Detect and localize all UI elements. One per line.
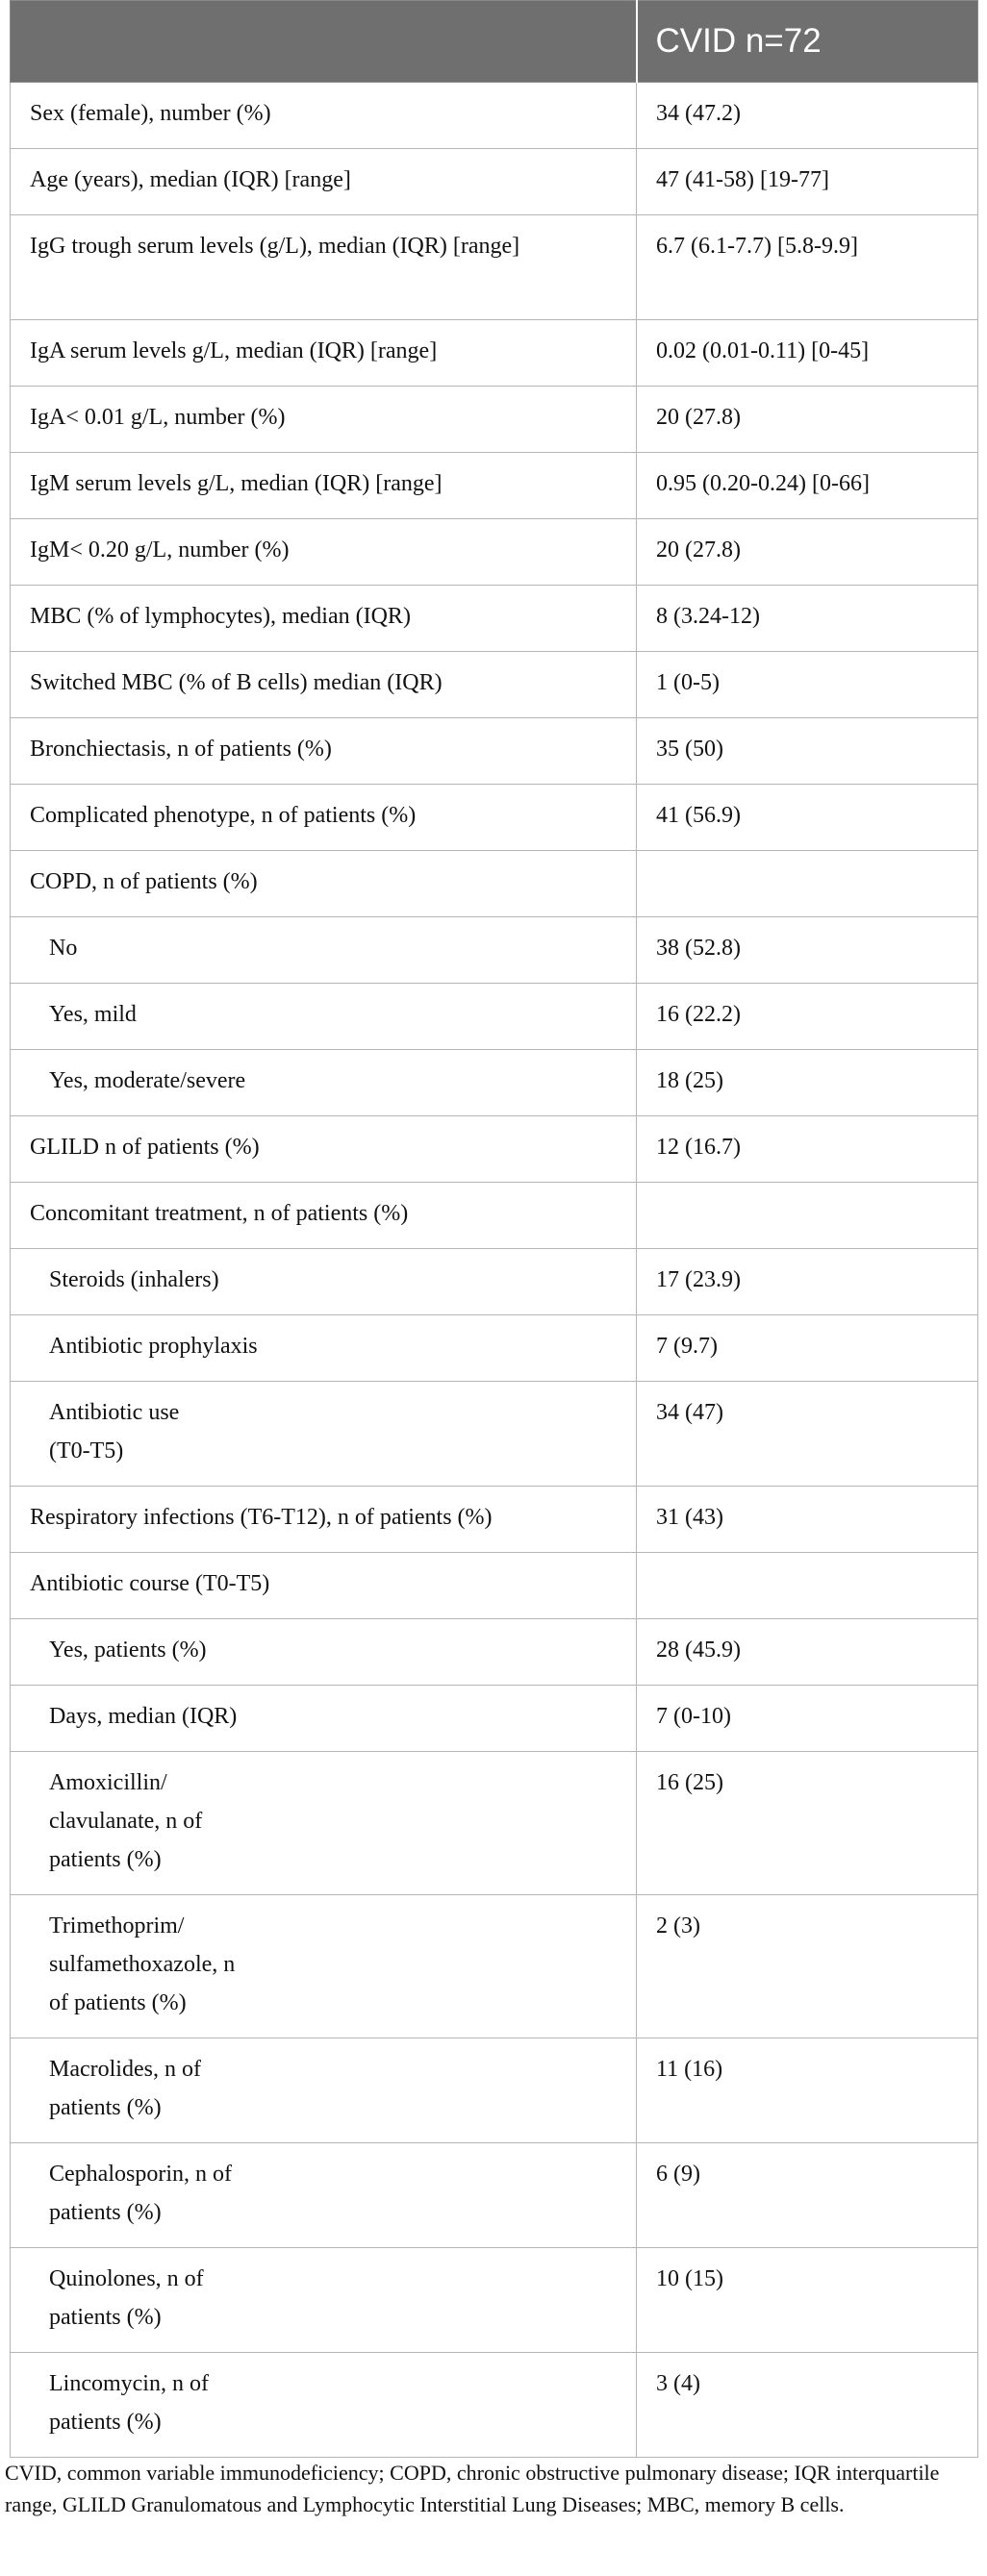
row-value: 10 (15) [637,2248,978,2353]
row-value: 35 (50) [637,718,978,785]
table-row [11,586,978,652]
table-row [11,1050,978,1116]
row-label: Respiratory infections (T6-T12), n of patients (%) [11,1487,637,1553]
table-row [11,718,978,785]
row-label: Antibiotic prophylaxis [11,1315,637,1382]
row-value: 18 (25) [637,1050,978,1116]
row-label: Yes, mild [11,984,637,1050]
row-label: Amoxicillin/ clavulanate, n of patients (%) [11,1752,637,1895]
row-value: 11 (16) [637,2038,978,2143]
table-footnote: CVID, common variable immunodeficiency; COPD, chronic obstructive pulmonary disease; IQR interquartile range, GLILD Granulomatous and Lymphocytic Interstitial Lung Diseases; MBC, memory B cells. [5,2461,940,2516]
table-row [11,215,978,320]
row-value: 38 (52.8) [637,917,978,984]
row-label: IgA< 0.01 g/L, number (%) [11,387,637,453]
row-label: COPD, n of patients (%) [11,851,637,917]
row-label: MBC (% of lymphocytes), median (IQR) [11,586,637,652]
row-value: 34 (47) [637,1382,978,1487]
row-label: Trimethoprim/ sulfamethoxazole, n of patients (%) [11,1895,637,2038]
table-row [11,149,978,215]
row-label: IgG trough serum levels (g/L), median (IQR) [range] [11,215,637,320]
row-value: 34 (47.2) [637,83,978,149]
table-row [11,2038,978,2143]
row-label: IgM< 0.20 g/L, number (%) [11,519,637,586]
row-value [637,1183,978,1249]
row-label: Days, median (IQR) [11,1686,637,1752]
row-label: IgM serum levels g/L, median (IQR) [range] [11,453,637,519]
row-value: 6 (9) [637,2143,978,2248]
row-label: Age (years), median (IQR) [range] [11,149,637,215]
row-value: 20 (27.8) [637,387,978,453]
table-row [11,785,978,851]
row-value: 2 (3) [637,1895,978,2038]
row-value [637,851,978,917]
row-value: 0.02 (0.01-0.11) [0-45] [637,320,978,387]
row-value: 47 (41-58) [19-77] [637,149,978,215]
table-row [11,984,978,1050]
table-row [11,2248,978,2353]
table-row [11,917,978,984]
row-value: 7 (0-10) [637,1686,978,1752]
row-label: Yes, moderate/severe [11,1050,637,1116]
table-row [11,2353,978,2458]
table-row [11,652,978,718]
row-label: No [11,917,637,984]
row-label: Antibiotic use (T0-T5) [11,1382,637,1487]
row-label: Macrolides, n of patients (%) [11,2038,637,2143]
row-value: 8 (3.24-12) [637,586,978,652]
row-label: Yes, patients (%) [11,1619,637,1686]
row-value: 12 (16.7) [637,1116,978,1183]
row-label: Sex (female), number (%) [11,83,637,149]
table-row [11,1686,978,1752]
table-row [11,1183,978,1249]
row-value [637,1553,978,1619]
table-row [11,1553,978,1619]
table-row [11,1382,978,1487]
row-value: 41 (56.9) [637,785,978,851]
table-row [11,83,978,149]
row-label: Lincomycin, n of patients (%) [11,2353,637,2458]
data-table [10,0,978,2458]
row-value: 7 (9.7) [637,1315,978,1382]
header-cell-cvid: CVID n=72 [637,1,978,83]
row-label: Quinolones, n of patients (%) [11,2248,637,2353]
row-label: IgA serum levels g/L, median (IQR) [range] [11,320,637,387]
row-label: Bronchiectasis, n of patients (%) [11,718,637,785]
row-label: Switched MBC (% of B cells) median (IQR) [11,652,637,718]
row-value: 1 (0-5) [637,652,978,718]
row-value: 17 (23.9) [637,1249,978,1315]
row-value: 28 (45.9) [637,1619,978,1686]
table-row [11,851,978,917]
row-label: Concomitant treatment, n of patients (%) [11,1183,637,1249]
table-row [11,1116,978,1183]
row-label: GLILD n of patients (%) [11,1116,637,1183]
row-value: 31 (43) [637,1487,978,1553]
table-row [11,1249,978,1315]
row-value: 3 (4) [637,2353,978,2458]
table-row [11,519,978,586]
table-row [11,453,978,519]
table-row [11,1752,978,1895]
row-value: 16 (25) [637,1752,978,1895]
table-header-row [11,1,978,83]
header-cell-label [11,1,637,83]
table-row [11,1487,978,1553]
table-row [11,1895,978,2038]
table-row [11,1315,978,1382]
row-value: 20 (27.8) [637,519,978,586]
row-label: Steroids (inhalers) [11,1249,637,1315]
row-value: 6.7 (6.1-7.7) [5.8-9.9] [637,215,978,320]
row-label: Cephalosporin, n of patients (%) [11,2143,637,2248]
row-label: Complicated phenotype, n of patients (%) [11,785,637,851]
row-value: 16 (22.2) [637,984,978,1050]
table-body [11,83,978,2458]
table-row [11,387,978,453]
table-row [11,1619,978,1686]
row-label: Antibiotic course (T0-T5) [11,1553,637,1619]
row-value: 0.95 (0.20-0.24) [0-66] [637,453,978,519]
table-row [11,320,978,387]
table-row [11,2143,978,2248]
